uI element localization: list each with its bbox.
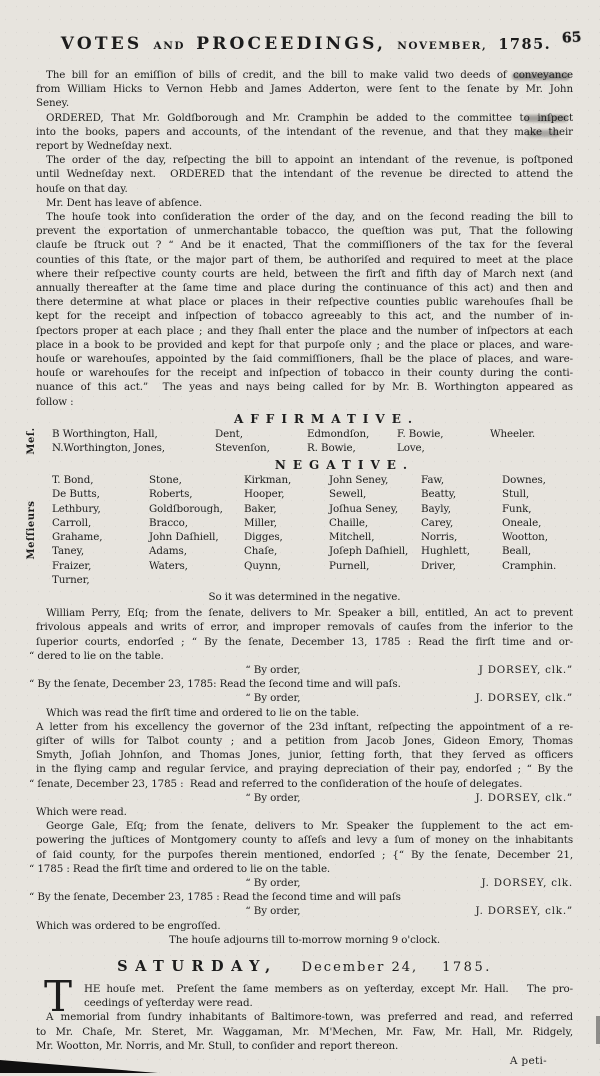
vote-name: Miller, (244, 516, 277, 529)
vote-name (149, 573, 244, 587)
text-line: kept for the receipt and inſpection of tobacco agreeably to this act, and the number of in- (36, 310, 573, 323)
text-line: houſe or warehouſes, appointed by the ſaid commiſſioners, ſhall be the place of places, and ware- (36, 353, 573, 366)
vote-name: B Worthington, Hall, (52, 427, 158, 440)
vote-name: N.Worthington, Jones, (52, 442, 165, 455)
vote-name: Lethbury, (52, 502, 101, 515)
vote-name: Driver, (421, 559, 456, 572)
by-order-text: “ By order, (245, 663, 301, 676)
vote-name: Carroll, (52, 516, 92, 529)
day-date: December 24, (301, 959, 419, 975)
vote-name: Stull, (502, 488, 530, 501)
vote-name: Baker, (244, 502, 277, 515)
text-line: William Perry, Eſq; from the ſenate, delivers to Mr. Speaker a bill, entitled, An act to prevent (46, 607, 573, 620)
vote-name: Faw, (421, 474, 445, 487)
clerk-signature: J. DORSEY, clk. (481, 876, 573, 889)
text-line: from William Hicks to Vernon Hebb and James Adderton, were ſent to the ſenate by Mr. John (36, 83, 573, 96)
vote-name: Love, (397, 442, 425, 455)
text-line: The bill for an emiſſion of bills of credit, and the bill to make valid two deeds of conveyance (46, 69, 573, 81)
vote-name: Beall, (502, 545, 532, 558)
vote-name: Hooper, (244, 488, 285, 501)
vote-name (490, 441, 573, 455)
paragraph (29, 720, 573, 791)
text-line: The order of the day, reſpecting the bill to appoint an intendant of the revenue, is poſtponed (46, 154, 573, 167)
text-line: there determine at what place or places in their reſpective counties public warehouſes ſhall be (36, 296, 573, 309)
vote-name: Fraizer, (52, 559, 92, 572)
text-line: The houſe took into conſideration the order of the day, and on the ſecond reading the bill to (46, 211, 573, 224)
vote-name: Joſhua Seney, (329, 502, 399, 515)
vote-name: Edmondſon, (307, 427, 370, 440)
vote-name (502, 573, 573, 587)
vote-name: Cramphin. (502, 559, 557, 572)
title-proceedings: PROCEEDINGS, (196, 34, 387, 54)
text-line: in the flying camp and regular ſervice, and praying depreciation of their pay, endorſed ; “ By the (36, 763, 573, 776)
vote-name: Bayly, (421, 502, 451, 515)
text-line: powering the juſtices of Montgomery county to aſſeſs and levy a ſum of money on the inhabitants (36, 834, 573, 847)
text-line: Which was read the firſt time and ordered to lie on the table. (46, 706, 360, 719)
vote-name: Downes, (502, 474, 546, 487)
vote-name: Quynn, (244, 559, 281, 572)
text-line: ſpectors proper at each place ; and they ſhall enter the place and the number of inſpectors at each (36, 324, 573, 337)
text-line: houſe or warehouſes for the receipt and inſpection of tobacco in their county during the conti- (36, 367, 573, 380)
ink-smudge (524, 115, 568, 122)
vote-table-affirmative (26, 427, 573, 455)
page-number: 65 (560, 29, 582, 47)
by-order-text: “ By order, (245, 692, 301, 705)
vote-name: Sewell, (329, 488, 367, 501)
drop-cap-initial: T (44, 971, 73, 1021)
clerk-signature: J. DORSEY, clk.” (475, 905, 573, 918)
text-line: HE houſe met. Preſent the ſame members as on yeſterday, except Mr. Hall. The pro- (84, 982, 573, 995)
vote-name: Waters, (149, 559, 188, 572)
vote-name: John Seney, (329, 474, 389, 487)
text-line: clauſe be ſtruck out ? “ And be it enacted, That the commiſſioners of the tax for the ſeveral (36, 239, 573, 252)
vote-name: Joſeph Daſhiell, (329, 545, 409, 558)
vote-name: F. Bowie, (397, 427, 444, 440)
by-order-text: “ By order, (245, 791, 301, 804)
vote-name: De Butts, (52, 488, 100, 501)
text-line: A memorial from ſundry inhabitants of Baltimore-town, was preferred and read, and referred (46, 1011, 573, 1024)
text-line: Which was ordered to be engroſſed. (36, 919, 221, 932)
margin-label: Meſſieurs (26, 500, 37, 560)
clerk-signature: J DORSEY, clk.” (478, 663, 573, 676)
vote-name: T. Bond, (52, 474, 94, 487)
vote-name: Grahame, (52, 531, 103, 544)
text-line: frivolous appeals and writs of error, and improper removals of cauſes from the inferior to the (36, 621, 573, 634)
vote-name: Beatty, (421, 488, 457, 501)
vote-name: Wheeler. (490, 427, 536, 440)
text-line: “ ſenate, December 23, 1785 : Read and referred to the conſideration of the houſe of delegates. (29, 777, 523, 790)
paragraph (36, 210, 573, 409)
ink-smudge (526, 130, 560, 137)
text-line: to Mr. Chaſe, Mr. Steret, Mr. Waggaman, Mr. M'Mechen, Mr. Faw, Mr. Hall, Mr. Ridgely, (36, 1025, 573, 1038)
vote-name: Hughlett, (421, 545, 470, 558)
text-line: ORDERED, That Mr. Goldſborough and Mr. Cramphin be added to the committee to inſpect (46, 111, 573, 124)
paragraph (36, 153, 573, 196)
vote-name: Roberts, (149, 488, 193, 501)
by-order-text: “ By order, (245, 876, 301, 889)
vote-name: John Daſhiell, (149, 531, 219, 544)
text-line: into the books, papers and accounts, of the intendant of the revenue, and that they make their (36, 125, 573, 138)
title-month: NOVEMBER, (397, 40, 488, 52)
vote-name: Carey, (421, 516, 454, 529)
text-line: ſuperior courts, endorſed ; “ By the ſenate, December 13, 1785 : Read the firſt time and or- (36, 635, 573, 648)
order-attribution (36, 663, 573, 677)
vote-name: Norris, (421, 531, 458, 544)
scan-artifact-corner (0, 1060, 158, 1073)
vote-name: Taney, (52, 545, 85, 558)
text-line: of ſaid county, for the purpoſes therein mentioned, endorſed ; {“ By the ſenate, December 21, (36, 848, 573, 861)
margin-label: Meſ. (26, 427, 37, 455)
text-line: nuance of this act.” The yeas and nays being called for by Mr. B. Worthington appeared as (36, 381, 573, 394)
order-attribution (36, 691, 573, 705)
vote-name: Adams, (149, 545, 187, 558)
vote-name (244, 573, 329, 587)
clerk-signature: J. DORSEY, clk.” (475, 791, 573, 804)
text-line: place in a book to be provided and kept for that purpoſe only ; and the place or places, and ware- (36, 338, 573, 351)
page-header (36, 29, 582, 54)
paragraph (36, 1010, 573, 1053)
order-attribution (36, 876, 573, 890)
text-line: “ By the ſenate, December 23, 1785 : Read the ſecond time and will paſs (29, 891, 401, 904)
text-line: Mr. Dent has leave of abſence. (46, 196, 202, 209)
vote-name: Digges, (244, 531, 283, 544)
text-line: where their reſpective county courts are held, between the firſt and fifth day of March next (and (36, 267, 573, 280)
vote-name: Stone, (149, 474, 182, 487)
vote-name: Purnell, (329, 559, 370, 572)
vote-name: Chaille, (329, 516, 369, 529)
vote-name: Kirkman, (244, 474, 292, 487)
clerk-signature: J. DORSEY, clk.” (475, 692, 573, 705)
vote-result-line: So it was determined in the negative. (208, 590, 401, 603)
text-line: follow : (36, 395, 74, 408)
ink-smudge (512, 73, 570, 80)
text-line: prevent the exportation of unmerchantable tobacco, the queſtion was put, That the following (36, 225, 573, 238)
vote-name: Mitchell, (329, 531, 375, 544)
text-line: counties of this ſtate, or the major part of them, be authoriſed and required to meet at the place (36, 253, 573, 266)
title-and: AND (153, 40, 186, 52)
day-heading-saturday (36, 958, 573, 975)
vote-name: Oneale, (502, 516, 542, 529)
section-heading-negative: NEGATIVE. (274, 458, 415, 473)
vote-name: Goldſborough, (149, 502, 223, 515)
vote-name: R. Bowie, (307, 442, 356, 455)
text-line: until Wedneſday next. ORDERED that the intendant of the revenue be directed to attend the (36, 168, 573, 181)
paragraph (29, 606, 573, 663)
text-line: Smyth, Joſiah Johnſon, and Thomas Jones, junior, ſetting forth, that they ſerved as officers (36, 749, 573, 762)
vote-table-negative (26, 473, 573, 587)
paragraph (36, 111, 573, 154)
order-attribution (36, 791, 573, 805)
text-line: “ dered to lie on the table. (29, 649, 164, 662)
text-line: “ By the ſenate, December 23, 1785: Read the ſecond time and will paſs. (29, 678, 401, 691)
vote-name: Chaſe, (244, 545, 278, 558)
catchword: A peti- (509, 1055, 547, 1067)
vote-name (421, 573, 502, 587)
title-votes: VOTES (60, 34, 143, 54)
vote-name: Wootton, (502, 531, 548, 544)
vote-name (329, 573, 421, 587)
text-line: Which were read. (36, 805, 127, 818)
paragraph (36, 196, 573, 210)
text-line: A letter from his excellency the governor of the 23d inſtant, reſpecting the appointment of a re- (36, 720, 573, 733)
text-line: “ 1785 : Read the firſt time and ordered to lie on the table. (29, 862, 331, 875)
vote-name: Funk, (502, 502, 532, 515)
order-attribution (36, 904, 573, 918)
text-line: George Gale, Eſq; from the ſenate, delivers to Mr. Speaker the ſupplement to the act em- (46, 820, 573, 833)
title-year: 1785. (498, 36, 552, 53)
day-year: 1785. (442, 959, 492, 975)
by-order-text: “ By order, (245, 905, 301, 918)
vote-name: Turner, (52, 573, 90, 586)
vote-name: Bracco, (149, 516, 188, 529)
text-line: giſter of wills for Talbot county ; and a petition from Jacob Jones, Gideon Emory, Thomas (36, 734, 573, 747)
vote-name: Dent, (215, 427, 243, 440)
adjournment-line: The houſe adjourns till to-morrow morning 9 o'clock. (168, 933, 441, 946)
text-line: ceedings of yeſterday were read. (84, 997, 253, 1010)
text-line: houſe on that day. (36, 182, 128, 195)
text-line: annually thereafter at the ſame time and place during the continuance of this act) and then and (36, 282, 573, 295)
paragraph (29, 819, 573, 876)
text-line: report by Wedneſday next. (36, 140, 173, 153)
text-line: Seney. (36, 97, 69, 110)
text-line: Mr. Wootton, Mr. Norris, and Mr. Stull, to conſider and report thereon. (36, 1039, 399, 1052)
vote-name: Stevenſon, (215, 442, 270, 455)
section-heading-affirmative: AFFIRMATIVE. (233, 411, 420, 426)
day-name: SATURDAY, (117, 957, 278, 975)
paragraph (36, 68, 573, 111)
scan-artifact-edge (596, 1016, 600, 1044)
